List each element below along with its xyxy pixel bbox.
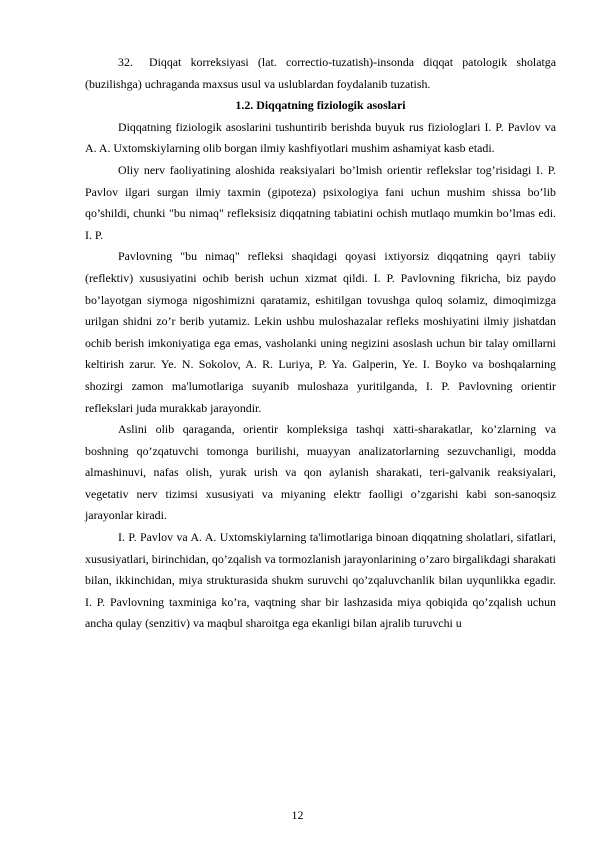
page-number: 12: [291, 808, 304, 822]
paragraph-4: Aslini olib qaraganda, orientir kompleksiga tashqi xatti-sharakatlar, ko’zlarning va boshning qo’zqatuvchi tomonga burilishi, muayyan analizatorlarning sezuvchanligi, modda almashinuvi, nafas olish, yurak urish va qon aylanish sharakati, teri-galvanik reaksiyalari, vegetativ nerv tizimsi xususiyati va miyaning elektr faolligi o’zgarishi kabi son-sanoqsiz jarayonlar kiradi.: [85, 422, 556, 523]
section-heading: 1.2. Diqqatning fiziologik asoslari: [235, 98, 406, 113]
page-content: [85, 52, 556, 635]
list-item-text: Diqqat korreksiyasi (lat. correctio-tuzatish)-insonda diqqat patologik sholatga (buzilishga) uchraganda maxsus usul va uslublardan foydalanib tuzatish.: [85, 55, 556, 91]
list-item-32: [85, 52, 556, 95]
paragraph-1: Diqqatning fiziologik asoslarini tushuntirib berishda buyuk rus fiziologlari I. P. Pavlov va A. A. Uxtomskiylarning olib borgan ilmiy kashfiyotlari mushim ashamiyat kasb etadi.: [85, 119, 556, 156]
paragraph-3: Pavlovning "bu nimaq" refleksi shaqidagi qoyasi ixtiyorsiz diqqatning qayri tabiiy (reflektiv) xususiyatini ochib berish uchun xizmat qildi. I. P. Pavlovning fikricha, biz paydo bo’layotgan siymoga nigoshimizni qaratamiz, eshitilgan tovushga quloq solamiz, dimoqimizga urilgan shidni zo’r berib yutamiz. Lekin ushbu muloshazalar refleks moshiyatini ilmiy jishatdan ochib berish imkoniyatiga ega emas, vasholanki uning negizini asoslash uchun bir talay omillarni keltirish zarur. Ye. N. Sokolov, A. R. Luriya, P. Ya. Galperin, Ye. I. Boyko va boshqalarning shozirgi zamon ma'lumotlariga suyanib muloshaza yuritilganda, I. P. Pavlovning orientir reflekslari juda murakkab jarayondir.: [85, 249, 556, 415]
paragraph-2: Oliy nerv faoliyatining aloshida reaksiyalari bo’lmish orientir reflekslar tog’risidagi I. P. Pavlov ilgari surgan ilmiy taxmin (gipoteza) psixologiya fani uchun mushim shissa bo’lib qo’shildi, chunki "bu nimaq" refleksisiz diqqatning tabiatini ochish mutlaqo mumkin bo’lmas edi. I. P.: [85, 162, 556, 242]
paragraph-5: I. P. Pavlov va A. A. Uxtomskiylarning ta'limotlariga binoan diqqatning sholatlari, sifatlari, xususiyatlari, birinchidan, qo’zqalish va tormozlanish jarayonlarining o’zaro birgalikdagi sharakati bilan, ikkinchidan, miya strukturasida shukm suruvchi qo’zqaluvchanlik bilan uyqunlikka egadir. I. P. Pavlovning taxminiga ko’ra, vaqtning shar bir lashzasida miya qobiqida qo’zqalish uchun ancha qulay (senzitiv) va maqbul sharoitga ega ekanligi bilan ajralib turuvchi u: [85, 530, 556, 631]
list-item-number: 32.: [118, 55, 133, 69]
